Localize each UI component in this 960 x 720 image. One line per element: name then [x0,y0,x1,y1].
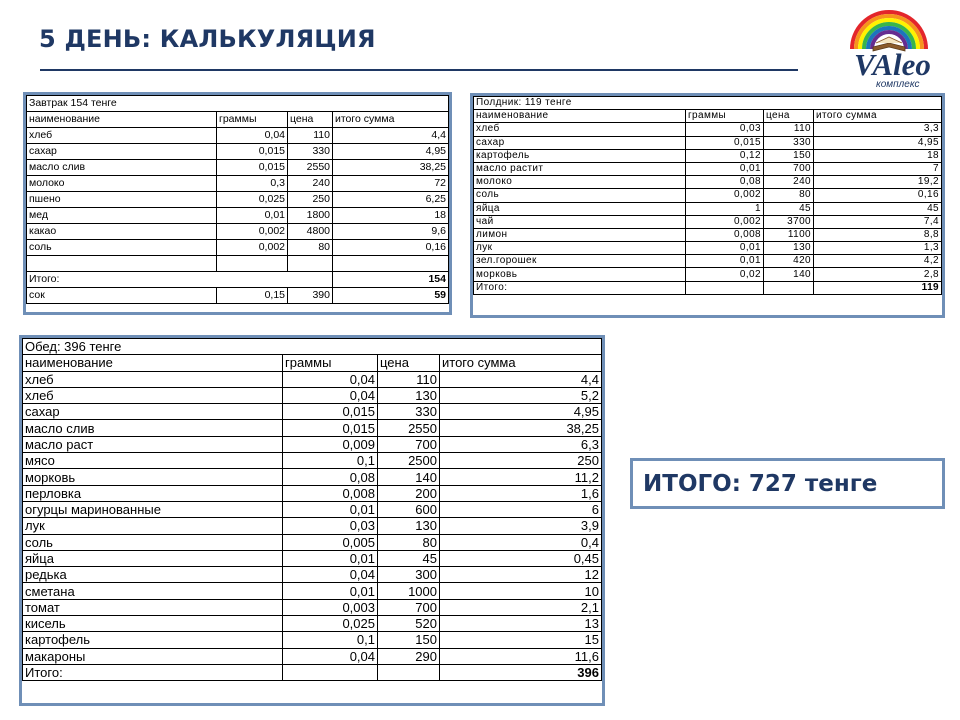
table-cell: 4,4 [333,128,449,144]
column-header: цена [288,112,333,128]
column-header: наименование [474,110,686,123]
column-header: цена [764,110,814,123]
table-cell [686,281,764,294]
table-cell: яйца [474,202,686,215]
table-cell: 0,025 [283,616,378,632]
table-cell: 150 [378,632,440,648]
table-cell: 300 [378,567,440,583]
table-cell: редька [23,567,283,583]
table-cell: 700 [378,436,440,452]
table-cell: 0,12 [686,149,764,162]
table-cell: 0,01 [283,583,378,599]
table-cell: 0,01 [686,162,764,175]
logo-subtitle: комплекс [876,79,920,90]
table-cell: 0,4 [440,534,602,550]
total-label: Итого: [474,281,686,294]
table-cell: масло растит [474,162,686,175]
table-cell: 700 [764,162,814,175]
breakfast-table [26,95,449,304]
table-row [474,242,942,255]
table-cell: 1100 [764,228,814,241]
table-cell: 11,6 [440,648,602,664]
logo-wordmark: VAleo [854,47,931,82]
table-caption: Завтрак 154 тенге [27,96,449,112]
table-cell: 130 [378,387,440,403]
table-row [474,123,942,136]
table-cell: 0,03 [686,123,764,136]
table-cell: 59 [333,288,449,304]
column-header: итого сумма [814,110,942,123]
table-row [474,268,942,281]
table-cell: 0,1 [283,632,378,648]
table-cell: 0,015 [217,144,288,160]
table-cell: 240 [764,176,814,189]
table-cell: 110 [288,128,333,144]
table-cell: 1000 [378,583,440,599]
column-header: итого сумма [440,355,602,371]
table-cell: 9,6 [333,224,449,240]
table-row [27,128,449,144]
table-cell: соль [27,240,217,256]
table-cell: 4,95 [440,404,602,420]
table-cell: 110 [764,123,814,136]
table-cell: 1,6 [440,485,602,501]
table-total-row [474,281,942,294]
table-cell: 330 [378,404,440,420]
table-cell: 2550 [378,420,440,436]
table-cell: соль [474,189,686,202]
table-cell: 0,04 [283,387,378,403]
table-cell [333,256,449,272]
table-cell: 0,45 [440,550,602,566]
table-row [23,501,602,517]
table-cell: 6,25 [333,192,449,208]
table-cell: 1800 [288,208,333,224]
table-cell: 5,2 [440,387,602,403]
table-cell: томат [23,599,283,615]
table-row [23,567,602,583]
table-cell: перловка [23,485,283,501]
table-row [23,648,602,664]
table-cell [283,664,378,680]
table-cell: 2500 [378,453,440,469]
snack-table [473,96,942,295]
snack-table-panel [470,93,945,318]
table-cell: 0,002 [217,240,288,256]
table-cell: 250 [440,453,602,469]
title-underline [40,69,798,71]
table-cell: 1,3 [814,242,942,255]
table-row [23,453,602,469]
table-cell: 1 [686,202,764,215]
table-cell: 0,015 [686,136,764,149]
table-cell: картофель [23,632,283,648]
table-cell: 2550 [288,160,333,176]
table-cell: 0,009 [283,436,378,452]
table-header-row [27,112,449,128]
table-cell: лимон [474,228,686,241]
table-cell: 0,16 [814,189,942,202]
total-label: Итого: [23,664,283,680]
table-cell: 18 [333,208,449,224]
table-row [27,160,449,176]
table-cell: молоко [474,176,686,189]
table-cell: 0,015 [217,160,288,176]
table-cell: 45 [378,550,440,566]
table-cell: 13 [440,616,602,632]
table-cell: 80 [288,240,333,256]
table-cell: лук [23,518,283,534]
table-row [474,255,942,268]
total-value: 119 [814,281,942,294]
table-cell [378,664,440,680]
column-header: граммы [283,355,378,371]
table-cell: 4,95 [814,136,942,149]
table-cell: 0,3 [217,176,288,192]
column-header: цена [378,355,440,371]
table-row [27,176,449,192]
table-cell: чай [474,215,686,228]
table-row [27,192,449,208]
table-row [23,534,602,550]
table-cell: 150 [764,149,814,162]
table-cell: лук [474,242,686,255]
table-cell: 0,03 [283,518,378,534]
table-cell: мясо [23,453,283,469]
table-cell: 390 [288,288,333,304]
table-cell: 4800 [288,224,333,240]
table-cell: 3,3 [814,123,942,136]
table-cell: 0,04 [217,128,288,144]
table-caption: Обед: 396 тенге [23,339,602,355]
table-cell: сметана [23,583,283,599]
table-cell: 0,04 [283,371,378,387]
lunch-table [22,338,602,681]
table-cell: 0,04 [283,567,378,583]
table-cell: 4,4 [440,371,602,387]
table-cell: 3700 [764,215,814,228]
table-cell [288,256,333,272]
table-cell: 80 [378,534,440,550]
table-row [474,149,942,162]
column-header: граммы [217,112,288,128]
table-row [23,599,602,615]
table-cell: 0,008 [283,485,378,501]
table-cell: яйца [23,550,283,566]
table-cell: 2,1 [440,599,602,615]
table-cell: 0,04 [283,648,378,664]
table-row [474,215,942,228]
table-row [27,144,449,160]
page-title: 5 ДЕНЬ: КАЛЬКУЛЯЦИЯ [39,25,376,53]
table-cell: 0,003 [283,599,378,615]
table-row [27,288,449,304]
table-row [23,404,602,420]
table-cell: 240 [288,176,333,192]
table-row [23,436,602,452]
table-cell: 19,2 [814,176,942,189]
table-cell: 0,005 [283,534,378,550]
table-cell: 110 [378,371,440,387]
table-cell: 45 [814,202,942,215]
table-header-row [23,355,602,371]
table-caption-row [27,96,449,112]
table-cell: 38,25 [440,420,602,436]
table-caption-row [23,339,602,355]
table-cell: 0,01 [283,550,378,566]
table-cell [217,256,288,272]
table-cell: 0,1 [283,453,378,469]
table-row [474,189,942,202]
table-cell: 290 [378,648,440,664]
table-cell: 0,025 [217,192,288,208]
table-row [27,224,449,240]
total-label: Итого: [27,272,333,288]
table-empty-row [27,256,449,272]
table-cell: 80 [764,189,814,202]
table-cell: 130 [764,242,814,255]
table-cell: 330 [764,136,814,149]
total-value: 396 [440,664,602,680]
table-cell: 0,15 [217,288,288,304]
table-caption: Полдник: 119 тенге [474,97,942,110]
table-cell: масло слив [27,160,217,176]
table-cell: 0,002 [217,224,288,240]
table-cell: 15 [440,632,602,648]
table-cell: 0,002 [686,215,764,228]
table-cell: 72 [333,176,449,192]
table-cell: кисель [23,616,283,632]
table-cell: 11,2 [440,469,602,485]
table-cell: 38,25 [333,160,449,176]
table-cell: 10 [440,583,602,599]
table-cell: 140 [378,469,440,485]
table-cell: морковь [23,469,283,485]
table-cell [764,281,814,294]
table-cell: мед [27,208,217,224]
table-cell: 6 [440,501,602,517]
table-cell: картофель [474,149,686,162]
table-row [474,176,942,189]
table-row [474,228,942,241]
table-cell: сок [27,288,217,304]
table-cell: сахар [23,404,283,420]
table-row [474,162,942,175]
table-cell: сахар [27,144,217,160]
table-row [23,616,602,632]
table-row [23,420,602,436]
total-value: 154 [333,272,449,288]
table-cell: 0,02 [686,268,764,281]
table-row [474,136,942,149]
table-cell: сахар [474,136,686,149]
table-total-row [23,664,602,680]
table-cell: 12 [440,567,602,583]
table-cell: 0,01 [686,242,764,255]
table-cell: 0,01 [686,255,764,268]
table-cell: морковь [474,268,686,281]
table-cell: 520 [378,616,440,632]
table-cell: 200 [378,485,440,501]
table-header-row [474,110,942,123]
table-cell: 7,4 [814,215,942,228]
table-cell: 250 [288,192,333,208]
table-row [23,632,602,648]
table-cell: 45 [764,202,814,215]
table-cell: 6,3 [440,436,602,452]
table-row [23,518,602,534]
table-cell: 0,16 [333,240,449,256]
table-cell: 0,008 [686,228,764,241]
column-header: наименование [23,355,283,371]
table-row [27,240,449,256]
table-cell: масло слив [23,420,283,436]
table-cell: 330 [288,144,333,160]
table-cell: макароны [23,648,283,664]
breakfast-table-panel [23,92,452,315]
table-cell: 4,2 [814,255,942,268]
table-cell: 7 [814,162,942,175]
table-cell: 2,8 [814,268,942,281]
table-cell: 600 [378,501,440,517]
table-cell: 0,01 [217,208,288,224]
table-row [23,371,602,387]
table-cell: 18 [814,149,942,162]
table-row [27,208,449,224]
table-row [23,485,602,501]
table-caption-row [474,97,942,110]
table-cell: 0,002 [686,189,764,202]
table-cell: хлеб [27,128,217,144]
lunch-table-panel [19,335,605,706]
table-row [23,387,602,403]
table-cell: соль [23,534,283,550]
table-cell: 130 [378,518,440,534]
table-cell: 0,01 [283,501,378,517]
table-row [474,202,942,215]
table-cell: 0,08 [283,469,378,485]
column-header: итого сумма [333,112,449,128]
table-cell: масло раст [23,436,283,452]
grand-total-text: ИТОГО: 727 тенге [643,471,878,497]
table-row [23,550,602,566]
table-cell: пшено [27,192,217,208]
table-cell: 8,8 [814,228,942,241]
column-header: наименование [27,112,217,128]
table-row [23,469,602,485]
table-row [23,583,602,599]
table-cell: 0,08 [686,176,764,189]
table-cell: молоко [27,176,217,192]
table-cell: 0,015 [283,404,378,420]
table-cell: 4,95 [333,144,449,160]
table-cell: огурцы маринованные [23,501,283,517]
table-cell: 420 [764,255,814,268]
grand-total-box [630,458,945,509]
table-cell: 140 [764,268,814,281]
table-cell: хлеб [474,123,686,136]
table-cell: хлеб [23,371,283,387]
table-total-row [27,272,449,288]
column-header: граммы [686,110,764,123]
table-cell: 0,015 [283,420,378,436]
table-cell: какао [27,224,217,240]
table-cell: 3,9 [440,518,602,534]
table-cell: зел.горошек [474,255,686,268]
table-cell [27,256,217,272]
table-cell: 700 [378,599,440,615]
table-cell: хлеб [23,387,283,403]
